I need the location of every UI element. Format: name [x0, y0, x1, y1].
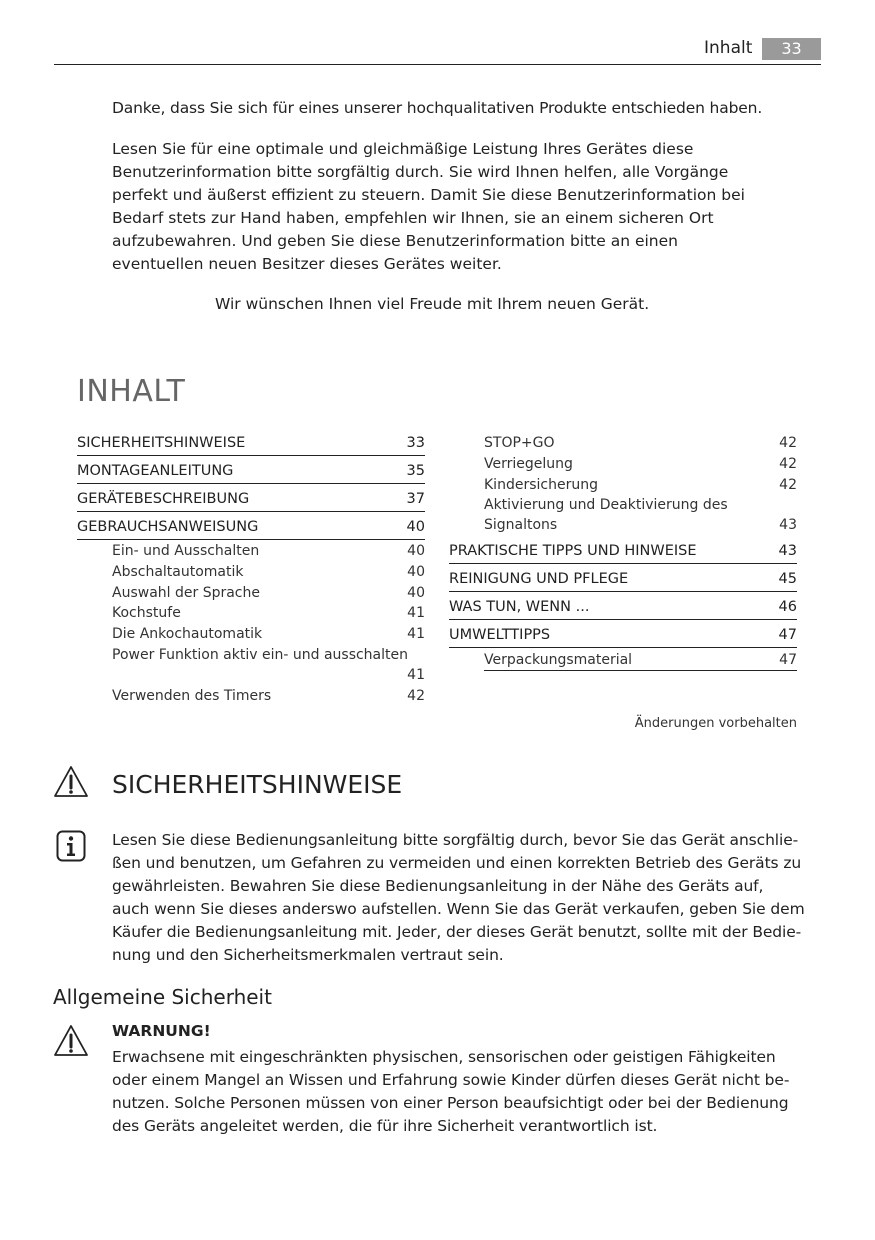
safety-info-line: gewährleisten. Bewahren Sie diese Bedienungsanleitung in der Nähe des Geräts auf, [112, 877, 764, 895]
intro-line: eventuellen neuen Besitzer dieses Gerätes weiter. [112, 255, 502, 273]
section-title-safety: SICHERHEITSHINWEISE [112, 770, 403, 799]
toc-entry-page: 33 [406, 435, 425, 451]
toc-subentry-label: Abschaltautomatik [112, 564, 244, 580]
toc-subentry-page: 40 [407, 585, 425, 601]
toc-entry-label: MONTAGEANLEITUNG [77, 463, 234, 479]
toc-entry-sicherheitshinweise[interactable] [77, 433, 425, 456]
toc-subentry[interactable] [484, 475, 797, 495]
toc-subentry[interactable] [112, 562, 425, 582]
warning-paragraph [112, 1046, 789, 1138]
intro-line: Benutzerinformation bitte sorgfältig durch. Sie wird Ihnen helfen, alle Vorgänge [112, 163, 729, 181]
toc-title: INHALT [77, 374, 186, 409]
toc-subentry-page: 41 [407, 605, 425, 621]
toc-subentry-label: Power Funktion aktiv ein- und ausschalten [112, 647, 409, 663]
toc-subentry[interactable] [484, 454, 797, 474]
toc-subentry-page: 42 [407, 688, 425, 704]
toc-subentry-page: 40 [407, 564, 425, 580]
warning-triangle-icon [52, 1023, 90, 1059]
toc-entry-page: 45 [778, 571, 797, 587]
intro-line: perfekt und äußerst effizient zu steuern. Damit Sie diese Benutzerinformation bei [112, 186, 745, 204]
toc-subentry-label: Signaltons [484, 517, 558, 533]
toc-subentry[interactable] [484, 433, 797, 453]
warning-line: des Geräts angeleitet werden, die für ihre Sicherheit verantwortlich ist. [112, 1117, 658, 1135]
toc-subentry[interactable] [112, 541, 425, 561]
toc-subentry-page: 41 [407, 626, 425, 642]
safety-info-line: ßen und benutzen, um Gefahren zu vermeiden und einen korrekten Betrieb des Geräts zu [112, 854, 802, 872]
toc-entry-gebrauchsanweisung[interactable] [77, 517, 425, 540]
toc-subentry-label: Verwenden des Timers [112, 688, 272, 704]
toc-subentry[interactable] [112, 624, 425, 644]
intro-read-paragraph [112, 138, 745, 276]
toc-entry-reinigung-und-pflege[interactable] [449, 569, 797, 592]
info-icon [56, 830, 86, 862]
safety-info-line: Käufer die Bedienungsanleitung mit. Jeder, der dieses Gerät benutzt, sollte mit der Bedie- [112, 923, 802, 941]
intro-thanks: Danke, dass Sie sich für eines unserer hochqualitativen Produkte entschieden haben. [112, 99, 763, 117]
intro-line: Lesen Sie für eine optimale und gleichmäßige Leistung Ihres Gerätes diese [112, 140, 694, 158]
toc-subentry-label: Verpackungsmaterial [484, 652, 633, 668]
toc-entry-page: 43 [778, 543, 797, 559]
toc-subentry-page: 40 [407, 543, 425, 559]
toc-entry-page: 46 [778, 599, 797, 615]
safety-info-line: nung und den Sicherheitsmerkmalen vertraut sein. [112, 946, 504, 964]
toc-subentry-page: 42 [779, 435, 797, 451]
toc-subentry-page: 43 [779, 517, 797, 533]
toc-subentry[interactable] [484, 495, 797, 536]
warning-line: Erwachsene mit eingeschränkten physischen, sensorischen oder geistigen Fähigkeiten [112, 1048, 776, 1066]
warning-line: oder einem Mangel an Wissen und Erfahrung sowie Kinder dürfen dieses Gerät nicht be- [112, 1071, 790, 1089]
warning-label: WARNUNG! [112, 1022, 211, 1040]
toc-subentry-label: STOP+GO [484, 435, 555, 451]
toc-subentry-page: 42 [779, 456, 797, 472]
toc-entry-montageanleitung[interactable] [77, 461, 425, 484]
page-number: 33 [762, 38, 821, 60]
toc-entry-page: 35 [406, 463, 425, 479]
toc-entry-label: SICHERHEITSHINWEISE [77, 435, 246, 451]
toc-entry-was-tun-wenn[interactable] [449, 597, 797, 620]
toc-subentry-label: Aktivierung und Deaktivierung des [484, 497, 728, 513]
toc-entry-page: 47 [778, 627, 797, 643]
toc-subentry-label: Die Ankochautomatik [112, 626, 263, 642]
subsection-title-general-safety: Allgemeine Sicherheit [53, 985, 272, 1009]
toc-entry-label: WAS TUN, WENN ... [449, 599, 590, 615]
toc-subentry-page: 47 [779, 652, 797, 668]
changes-note: Änderungen vorbehalten [634, 716, 797, 731]
toc-subentry[interactable] [112, 603, 425, 623]
intro-line: aufzubewahren. Und geben Sie diese Benutzerinformation bitte an einen [112, 232, 678, 250]
toc-entry-umwelttipps[interactable] [449, 625, 797, 648]
toc-subentry[interactable] [112, 583, 425, 603]
toc-subentry-label: Auswahl der Sprache [112, 585, 260, 601]
toc-subentry-label: Kindersicherung [484, 477, 598, 493]
toc-entry-praktische-tipps[interactable] [449, 541, 797, 564]
intro-line: Bedarf stets zur Hand haben, empfehlen wir Ihnen, sie an einem sicheren Ort [112, 209, 714, 227]
toc-subentry-page: 41 [407, 667, 425, 683]
toc-subentry[interactable] [112, 686, 425, 706]
toc-entry-label: REINIGUNG UND PFLEGE [449, 571, 629, 587]
toc-subentry-label: Kochstufe [112, 605, 181, 621]
warning-line: nutzen. Solche Personen müssen von einer Person beaufsichtigt oder bei der Bedienung [112, 1094, 789, 1112]
toc-entry-label: GEBRAUCHSANWEISUNG [77, 519, 259, 535]
running-header-title: Inhalt [704, 38, 753, 58]
toc-entry-label: PRAKTISCHE TIPPS UND HINWEISE [449, 543, 697, 559]
toc-subentry-page: 42 [779, 477, 797, 493]
toc-subentry-label: Ein- und Ausschalten [112, 543, 260, 559]
intro-wish: Wir wünschen Ihnen viel Freude mit Ihrem neuen Gerät. [215, 295, 650, 313]
toc-entry-label: UMWELTTIPPS [449, 627, 551, 643]
toc-entry-label: GERÄTEBESCHREIBUNG [77, 491, 250, 507]
header-rule [54, 64, 821, 65]
toc-entry-geraetebeschreibung[interactable] [77, 489, 425, 512]
toc-subentry-label: Verriegelung [484, 456, 573, 472]
toc-entry-page: 40 [406, 519, 425, 535]
safety-info-line: auch wenn Sie dieses anderswo aufstellen. Wenn Sie das Gerät verkaufen, geben Sie dem [112, 900, 805, 918]
toc-subentry[interactable] [484, 650, 797, 671]
safety-info-line: Lesen Sie diese Bedienungsanleitung bitte sorgfältig durch, bevor Sie das Gerät anschlie- [112, 831, 799, 849]
warning-triangle-icon [52, 764, 90, 800]
safety-info-paragraph [112, 829, 805, 967]
toc-subentry[interactable] [112, 645, 425, 686]
toc-entry-page: 37 [406, 491, 425, 507]
